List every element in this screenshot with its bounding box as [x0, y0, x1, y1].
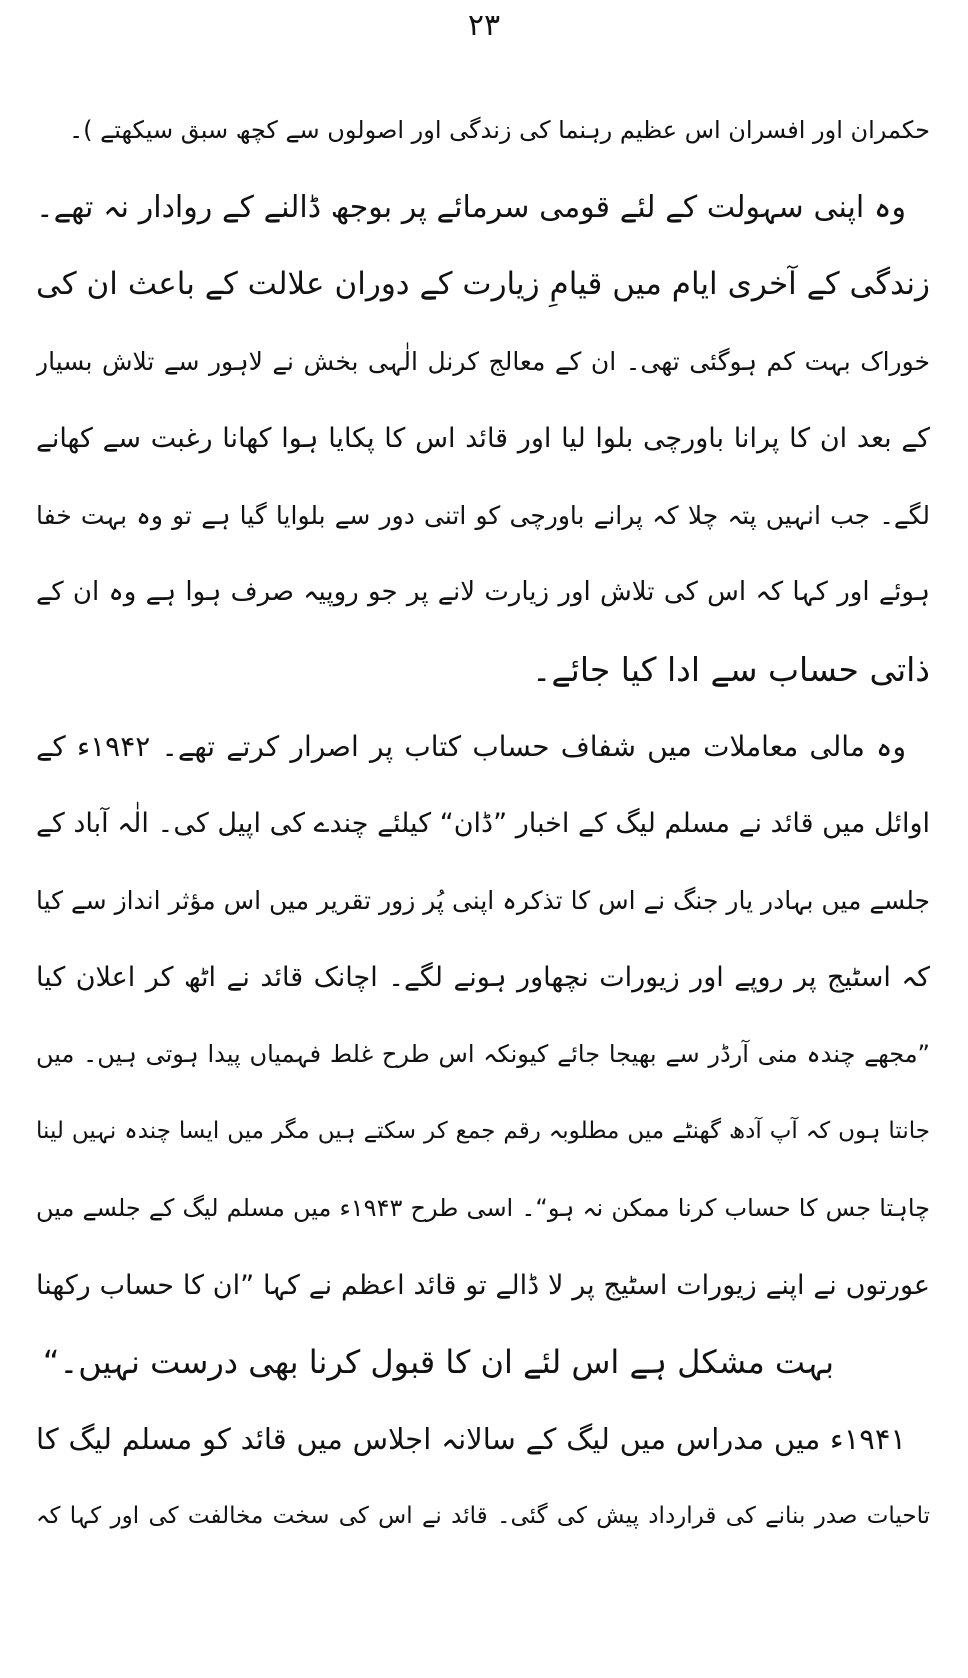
text-line: عورتوں نے اپنے زیورات اسٹیج پر لا ڈالے تو قائد اعظم نے کہا ”ان کا حساب رکھنا — [36, 1270, 930, 1301]
text-line: ہوئے اور کہا کہ اس کی تلاش اور زیارت لانے پر جو روپیہ صرف ہوا ہے وہ ان کے — [36, 577, 930, 607]
text-line: جلسے میں بہادر یار جنگ نے اس کا تذکرہ اپنی پُر زور تقریر میں اس مؤثر انداز سے کیا — [36, 886, 930, 915]
text-line: اوائل میں قائد نے مسلم لیگ کے اخبار ”ڈان“ کیلئے چندے کی اپیل کی۔ الٰہ آباد کے — [36, 808, 930, 839]
text-line: کے بعد ان کا پرانا باورچی بلوا لیا اور قائد اس کا پکایا ہوا کھانا رغبت سے کھانے — [36, 423, 930, 454]
text-line: زندگی کے آخری ایام میں قیامِ زیارت کے دوران علالت کے باعث ان کی — [36, 266, 930, 302]
text-line: تاحیات صدر بنانے کی قرارداد پیش کی گئی۔ قائد نے اس کی سخت مخالفت کی اور کہا کہ — [36, 1503, 930, 1529]
text-line: ”مجھے چندہ منی آرڈر سے بھیجا جائے کیونکہ اس طرح غلط فہمیاں پیدا ہوتی ہیں۔ میں — [36, 1040, 930, 1068]
text-line: چاہتا جس کا حساب کرنا ممکن نہ ہو“۔ اسی طرح ۱۹۴۳ء میں مسلم لیگ کے جلسے میں — [36, 1194, 930, 1222]
paragraph-start-line: وہ اپنی سہولت کے لئے قومی سرمائے پر بوجھ ڈالنے کے روادار نہ تھے۔ — [36, 190, 906, 225]
paragraph-end-line: بہت مشکل ہے اس لئے ان کا قبول کرنا بھی درست نہیں۔“ — [42, 1343, 834, 1381]
text-line: حکمران اور افسران اس عظیم رہنما کی زندگی اور اصولوں سے کچھ سبق سیکھتے )۔ — [69, 116, 930, 144]
text-line: جانتا ہوں کہ آپ آدھ گھنٹے میں مطلوبہ رقم جمع کر سکتے ہیں مگر میں ایسا چندہ نہیں لینا — [36, 1118, 930, 1144]
text-line: خوراک بہت کم ہوگئی تھی۔ ان کے معالج کرنل الٰہی بخش نے لاہور سے تلاش بسیار — [36, 347, 930, 376]
paragraph-start-line: ۱۹۴۱ء میں مدراس میں لیگ کے سالانہ اجلاس میں قائد کو مسلم لیگ کا — [36, 1422, 906, 1456]
page-body-text — [36, 92, 930, 1555]
text-line: کہ اسٹیج پر روپے اور زیورات نچھاور ہونے لگے۔ اچانک قائد نے اٹھ کر اعلان کیا — [36, 962, 930, 993]
page-number: ۲۳ — [467, 8, 501, 43]
text-line: لگے۔ جب انہیں پتہ چلا کہ پرانے باورچی کو اتنی دور سے بلوایا گیا ہے تو وہ بہت خفا — [36, 501, 930, 530]
paragraph-end-line: ذاتی حساب سے ادا کیا جائے۔ — [531, 650, 930, 689]
paragraph-start-line: وہ مالی معاملات میں شفاف حساب کتاب پر اصرار کرتے تھے۔ ۱۹۴۲ء کے — [36, 730, 906, 763]
